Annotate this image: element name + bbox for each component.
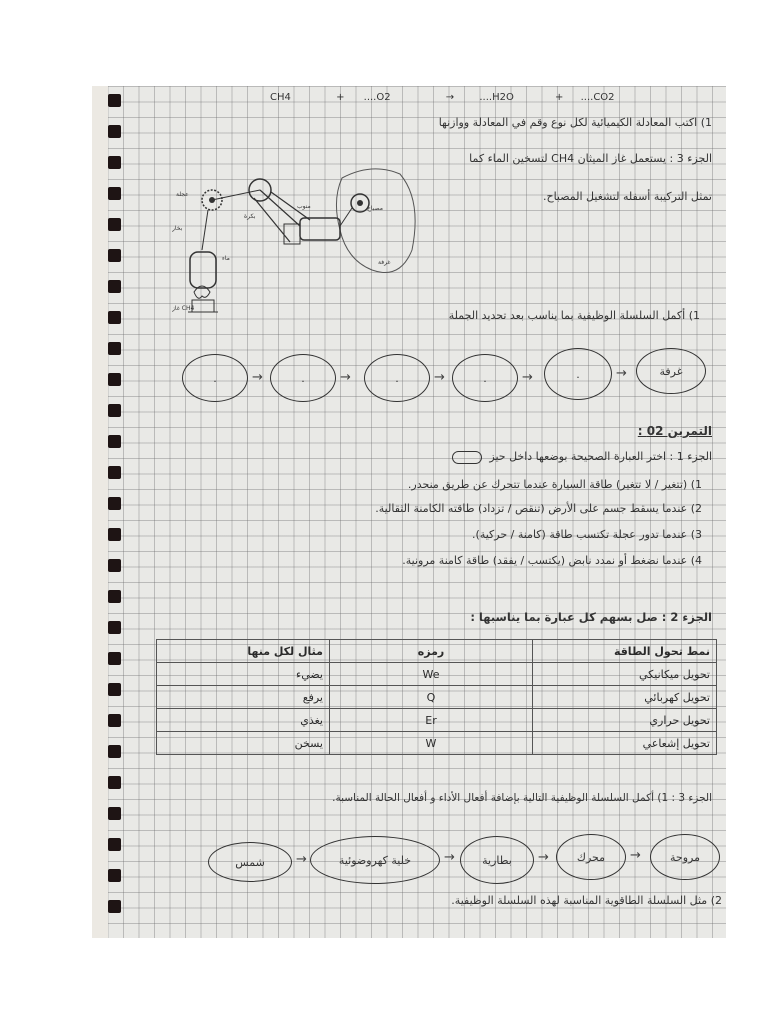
table-cell: تحويل إشعاعي — [533, 732, 717, 755]
part1-item: 3) عندما تدور عجلة تكتسب طاقة (كامنة / حركية). — [472, 528, 702, 541]
spiral-hole — [108, 745, 121, 758]
table-header-row — [157, 640, 717, 663]
spiral-hole — [108, 280, 121, 293]
energy-transfer-table — [156, 639, 717, 755]
chain1-node: . — [544, 348, 612, 400]
spiral-hole — [108, 218, 121, 231]
chain1-arrow: → — [522, 370, 533, 385]
part3-line2: تمثل التركيبة أسفله لتشغيل المصباح. — [542, 190, 712, 203]
spiral-hole — [108, 156, 121, 169]
part2-title: الجزء 2 : صل بسهم كل عبارة بما يناسبها : — [470, 610, 712, 624]
spiral-hole — [108, 621, 121, 634]
exercise2-title: التمرين 02 : — [637, 424, 712, 438]
table-header: نمط تحول الطاقة — [533, 640, 717, 663]
spiral-hole — [108, 311, 121, 324]
table-cell: يسخن — [157, 732, 330, 755]
table-row — [157, 732, 717, 755]
table-cell: Q — [330, 686, 533, 709]
label-steam: بخار — [172, 225, 183, 232]
part1-title: الجزء 1 : اختر العبارة الصحيحة بوضعها داخل حيز — [452, 450, 712, 464]
steam-engine-diagram — [172, 160, 432, 330]
spiral-hole — [108, 373, 121, 386]
chain1-arrow: → — [434, 370, 445, 385]
table-cell: يغذي — [157, 709, 330, 732]
spiral-hole — [108, 404, 121, 417]
table-row — [157, 686, 717, 709]
chain1-node: . — [452, 354, 518, 402]
label-alternator: منوب — [297, 203, 311, 210]
spiral-hole — [108, 342, 121, 355]
question-chain1: 1) أكمل السلسلة الوظيفية بما يناسب بعد تحديد الجملة — [448, 309, 700, 322]
spiral-hole — [108, 900, 121, 913]
chain2-arrow: → — [444, 850, 455, 865]
spiral-hole — [108, 838, 121, 851]
part3-title: الجزء 3 : يستعمل غاز الميثان CH4 لتسخين الماء كما — [469, 152, 712, 165]
spiral-hole — [108, 125, 121, 138]
spiral-hole — [108, 683, 121, 696]
chain2-node-motor: محرك — [556, 834, 626, 880]
table-cell: We — [330, 663, 533, 686]
chain2-node-fan: مروحة — [650, 834, 720, 880]
chain2-node-battery: بطارية — [460, 836, 534, 884]
answer-box-shape — [452, 451, 482, 464]
product-h2o: H2O — [492, 92, 514, 103]
spiral-hole — [108, 714, 121, 727]
spiral-hole — [108, 869, 121, 882]
chain2-arrow: → — [630, 848, 641, 863]
chain1-node: . — [270, 354, 336, 402]
reactant-o2: O2 — [376, 92, 391, 103]
table-header: مثال لكل منها — [157, 640, 330, 663]
part1-item: 2) عندما يسقط جسم على الأرض (تنقص / تزداد) طاقته الكامنة الثقالية. — [375, 502, 702, 515]
table-cell: W — [330, 732, 533, 755]
spiral-hole — [108, 466, 121, 479]
table-cell: يضيء — [157, 663, 330, 686]
table-cell: تحويل ميكانيكي — [533, 663, 717, 686]
table-row — [157, 709, 717, 732]
spiral-hole — [108, 807, 121, 820]
spiral-hole — [108, 776, 121, 789]
spiral-hole — [108, 590, 121, 603]
part1-item: 4) عندما نضغط أو نمدد نابض (يكتسب / يفقد) طاقة كامنة مرونية. — [402, 554, 702, 567]
chain1-arrow: → — [616, 366, 627, 381]
notebook-page — [92, 86, 726, 938]
label-lamp: مصباح — [367, 205, 383, 212]
table-cell: يرفع — [157, 686, 330, 709]
spiral-hole — [108, 652, 121, 665]
reactant-ch4: CH4 — [270, 92, 291, 103]
chain1-arrow: → — [252, 370, 263, 385]
label-wheel: عجلة — [176, 191, 189, 198]
table-cell: تحويل كهربائي — [533, 686, 717, 709]
chain1-node: . — [182, 354, 248, 402]
spiral-hole — [108, 528, 121, 541]
table-header: رمزه — [330, 640, 533, 663]
spiral-hole — [108, 435, 121, 448]
chain1-node: . — [364, 354, 430, 402]
question-balance: 1) اكتب المعادلة الكيميائية لكل نوع وقم في المعادلة ووازنها — [438, 116, 712, 129]
label-pulley: بكرة — [244, 213, 256, 220]
spiral-binding — [92, 86, 108, 938]
part1-item: 1) (تتغير / لا تتغير) طاقة السيارة عندما تتحرك عن طريق منحدر. — [407, 478, 702, 491]
question-energy-chain: 2) مثل السلسلة الطاقوية المناسبة لهذه السلسلة الوظيفية. — [451, 894, 722, 907]
chain1-node-room: غرفة — [636, 348, 706, 394]
spiral-hole — [108, 187, 121, 200]
label-water: ماء — [222, 255, 230, 262]
spiral-hole — [108, 497, 121, 510]
chain2-arrow: → — [296, 852, 307, 867]
table-cell: تحويل حراري — [533, 709, 717, 732]
chain2-node-sun: شمس — [208, 842, 292, 882]
spiral-hole — [108, 94, 121, 107]
part3b-title: الجزء 3 : 1) أكمل السلسلة الوظيفية التالية بإضافة أفعال الأداء و أفعال الحالة المناسبة. — [332, 792, 712, 804]
spiral-hole — [108, 249, 121, 262]
product-co2: CO2 — [593, 92, 615, 103]
equation: CH4 + ....O2 → ....H2O + ....CO2 — [270, 92, 615, 103]
table-cell: Er — [330, 709, 533, 732]
table-row — [157, 663, 717, 686]
spiral-hole — [108, 559, 121, 572]
chain2-arrow: → — [538, 850, 549, 865]
chain1-arrow: → — [340, 370, 351, 385]
chain2-node-photocell: خلية كهروضوئية — [310, 836, 440, 884]
label-flame: غاز CH4 — [172, 305, 195, 312]
label-room: غرفة — [378, 259, 391, 266]
